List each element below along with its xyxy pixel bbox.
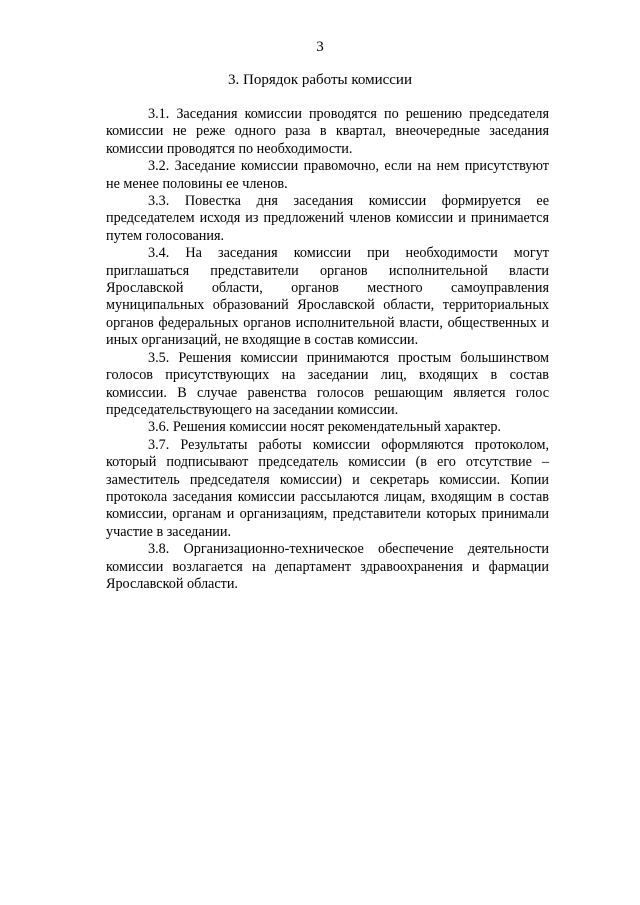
section-title: 3. Порядок работы комиссии [227, 72, 412, 88]
paragraph-3-1: 3.1. Заседания комиссии проводятся по решению председателя комиссии не реже одного раза в квартал, внеочередные заседания комиссии проводятся по необходимости. [106, 106, 549, 157]
paragraph-3-8: 3.8. Организационно-техническое обеспечение деятельности комиссии возлагается на департамент здравоохранения и фармации Ярославской области. [106, 541, 549, 592]
paragraph-3-2: 3.2. Заседание комиссии правомочно, если на нем присутствуют не менее половины ее членов. [106, 158, 549, 192]
paragraph-3-6: 3.6. Решения комиссии носят рекомендательный характер. [148, 419, 501, 436]
paragraph-3-3: 3.3. Повестка дня заседания комиссии формируется ее председателем исходя из предложений членов комиссии и принимается путем голосования. [106, 193, 549, 244]
paragraph-3-4: 3.4. На заседания комиссии при необходимости могут приглашаться представители органов исполнительной власти Ярославской области, органов местного самоуправления муниципальных образований Ярославской области, территориальных органов федеральных органов исполнительной власти, общественных и иных организаций, не входящие в состав комиссии. [106, 245, 549, 349]
paragraph-3-7: 3.7. Результаты работы комиссии оформляются протоколом, который подписывают председатель комиссии (в его отсутствие – заместитель председателя комиссии) и секретарь комиссии. Копии протокола заседания комиссии рассылаются лицам, входящим в состав комиссии, органам и организациям, представители которых принимали участие в заседании. [106, 436, 549, 540]
paragraph-3-5: 3.5. Решения комиссии принимаются простым большинством голосов присутствующих на заседании лиц, входящих в состав комиссии. В случае равенства голосов решающим является голос председательствующего на заседании комиссии. [106, 349, 549, 418]
section-body [106, 106, 549, 593]
page-number: 3 [316, 39, 324, 55]
